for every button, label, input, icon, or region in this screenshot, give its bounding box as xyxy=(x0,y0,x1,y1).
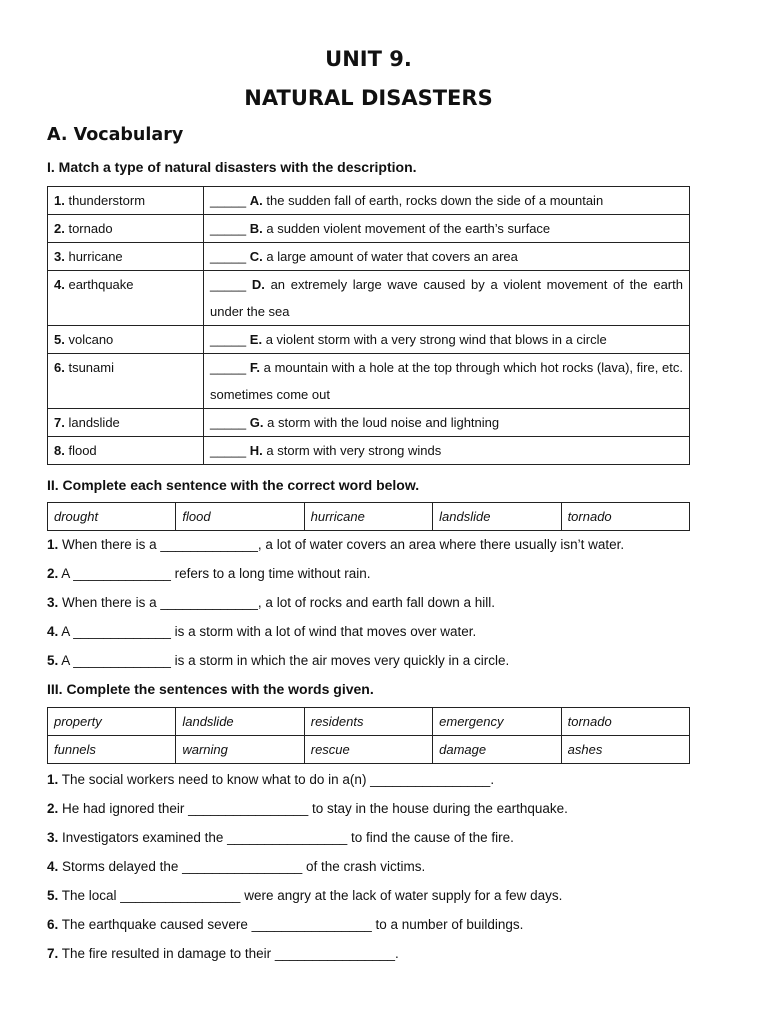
matching-row xyxy=(48,437,690,465)
description-letter: E. xyxy=(249,332,263,347)
part1-heading: I. Match a type of natural disasters with the description. xyxy=(47,159,417,175)
sentence-number: 4. xyxy=(47,624,59,639)
answer-blank: _____ xyxy=(210,221,247,236)
description-letter: A. xyxy=(249,193,263,208)
word-bank-cell: hurricane xyxy=(304,503,432,531)
matching-row xyxy=(48,243,690,271)
disaster-term: landslide xyxy=(68,415,120,430)
matching-row xyxy=(48,187,690,215)
part3-heading: III. Complete the sentences with the words given. xyxy=(47,681,374,697)
description-text: an extremely large wave caused by a violent movement of the earth under the sea xyxy=(210,277,683,319)
description-letter: D. xyxy=(251,277,265,292)
sentence-text: A _____________ refers to a long time without rain. xyxy=(61,566,371,581)
description-letter: B. xyxy=(249,221,263,236)
description-cell xyxy=(204,354,690,409)
sentence-item xyxy=(47,617,690,646)
sentence-text: A _____________ is a storm in which the air moves very quickly in a circle. xyxy=(61,653,510,668)
answer-blank: _____ xyxy=(210,443,247,458)
item-number: 6. xyxy=(54,360,65,375)
sentence-text: The fire resulted in damage to their ________________. xyxy=(61,946,399,961)
sentence-number: 3. xyxy=(47,830,59,845)
matching-row xyxy=(48,409,690,437)
sentence-number: 7. xyxy=(47,946,59,961)
description-cell xyxy=(204,409,690,437)
sentence-number: 3. xyxy=(47,595,59,610)
answer-blank: _____ xyxy=(210,193,247,208)
description-text: a large amount of water that covers an area xyxy=(266,249,518,264)
description-text: a storm with the loud noise and lightning xyxy=(267,415,500,430)
disaster-term-cell xyxy=(48,326,204,354)
word-bank-cell: funnels xyxy=(48,736,176,764)
sentence-number: 4. xyxy=(47,859,59,874)
sentence-item xyxy=(47,588,690,617)
description-letter: G. xyxy=(249,415,264,430)
matching-table xyxy=(47,186,690,465)
description-cell xyxy=(204,187,690,215)
word-bank-cell: residents xyxy=(304,708,432,736)
topic-title: NATURAL DISASTERS xyxy=(244,86,493,110)
disaster-term-cell xyxy=(48,354,204,409)
sentence-text: A _____________ is a storm with a lot of wind that moves over water. xyxy=(61,624,477,639)
description-letter: H. xyxy=(249,443,263,458)
answer-blank: _____ xyxy=(210,360,247,375)
word-bank-cell: tornado xyxy=(561,708,689,736)
sentence-text: Investigators examined the ________________ to find the cause of the fire. xyxy=(62,830,514,845)
word-bank-cell: property xyxy=(48,708,176,736)
disaster-term: flood xyxy=(68,443,97,458)
word-bank-cell: damage xyxy=(433,736,562,764)
sentence-number: 5. xyxy=(47,653,59,668)
description-cell xyxy=(204,437,690,465)
disaster-term-cell xyxy=(48,271,204,326)
description-text: a storm with very strong winds xyxy=(266,443,442,458)
word-bank-cell: ashes xyxy=(561,736,689,764)
description-text: a mountain with a hole at the top through which hot rocks (lava), fire, etc. sometimes come out xyxy=(210,360,683,402)
answer-blank: _____ xyxy=(210,415,247,430)
sentence-item xyxy=(47,765,690,794)
matching-row xyxy=(48,326,690,354)
sentence-item xyxy=(47,939,690,968)
disaster-term-cell xyxy=(48,215,204,243)
word-bank-cell: landslide xyxy=(176,708,304,736)
item-number: 1. xyxy=(54,193,65,208)
disaster-term-cell xyxy=(48,437,204,465)
unit-title: UNIT 9. xyxy=(325,47,412,71)
word-bank-cell: landslide xyxy=(433,503,561,531)
disaster-term-cell xyxy=(48,187,204,215)
sentence-number: 1. xyxy=(47,772,59,787)
word-bank-cell: tornado xyxy=(561,503,689,531)
part2-heading: II. Complete each sentence with the correct word below. xyxy=(47,477,420,493)
item-number: 8. xyxy=(54,443,65,458)
word-bank-cell: emergency xyxy=(433,708,562,736)
sentence-item xyxy=(47,530,690,559)
matching-row xyxy=(48,354,690,409)
word-bank-cell: rescue xyxy=(304,736,432,764)
word-bank-cell: flood xyxy=(176,503,304,531)
item-number: 5. xyxy=(54,332,65,347)
disaster-term: volcano xyxy=(68,332,114,347)
description-cell xyxy=(204,243,690,271)
sentence-text: The earthquake caused severe ________________ to a number of buildings. xyxy=(61,917,524,932)
sentence-item xyxy=(47,794,690,823)
sentence-item xyxy=(47,910,690,939)
disaster-term-cell xyxy=(48,243,204,271)
disaster-term-cell xyxy=(48,409,204,437)
disaster-term: tsunami xyxy=(68,360,114,375)
sentence-text: He had ignored their ________________ to stay in the house during the earthquake. xyxy=(62,801,568,816)
item-number: 7. xyxy=(54,415,65,430)
word-bank-table-3 xyxy=(47,707,690,764)
sentence-number: 2. xyxy=(47,801,59,816)
disaster-term: hurricane xyxy=(68,249,123,264)
sentence-number: 5. xyxy=(47,888,59,903)
disaster-term: thunderstorm xyxy=(68,193,146,208)
word-bank-table-2 xyxy=(47,502,690,531)
item-number: 4. xyxy=(54,277,65,292)
sentence-text: When there is a _____________, a lot of rocks and earth fall down a hill. xyxy=(62,595,496,610)
description-text: a sudden violent movement of the earth’s surface xyxy=(266,221,551,236)
description-cell xyxy=(204,271,690,326)
part3-sentences xyxy=(47,765,690,968)
description-text: the sudden fall of earth, rocks down the side of a mountain xyxy=(266,193,604,208)
answer-blank: _____ xyxy=(210,277,247,292)
sentence-item xyxy=(47,646,690,675)
sentence-text: When there is a _____________, a lot of water covers an area where there usually isn’t water. xyxy=(62,537,625,552)
answer-blank: _____ xyxy=(210,332,247,347)
description-letter: C. xyxy=(249,249,263,264)
sentence-number: 2. xyxy=(47,566,59,581)
word-bank-cell: warning xyxy=(176,736,304,764)
sentence-item xyxy=(47,852,690,881)
sentence-number: 6. xyxy=(47,917,59,932)
disaster-term: earthquake xyxy=(68,277,134,292)
section-heading: A. Vocabulary xyxy=(47,125,184,145)
part2-sentences xyxy=(47,530,690,675)
description-cell xyxy=(204,215,690,243)
item-number: 3. xyxy=(54,249,65,264)
answer-blank: _____ xyxy=(210,249,247,264)
sentence-text: Storms delayed the ________________ of the crash victims. xyxy=(62,859,426,874)
sentence-number: 1. xyxy=(47,537,59,552)
sentence-item xyxy=(47,559,690,588)
matching-row xyxy=(48,215,690,243)
word-bank-cell: drought xyxy=(48,503,176,531)
description-letter: F. xyxy=(249,360,260,375)
description-cell xyxy=(204,326,690,354)
sentence-text: The social workers need to know what to do in a(n) ________________. xyxy=(61,772,495,787)
matching-row xyxy=(48,271,690,326)
disaster-term: tornado xyxy=(68,221,113,236)
sentence-item xyxy=(47,823,690,852)
item-number: 2. xyxy=(54,221,65,236)
sentence-item xyxy=(47,881,690,910)
description-text: a violent storm with a very strong wind that blows in a circle xyxy=(265,332,607,347)
sentence-text: The local ________________ were angry at the lack of water supply for a few days. xyxy=(61,888,563,903)
